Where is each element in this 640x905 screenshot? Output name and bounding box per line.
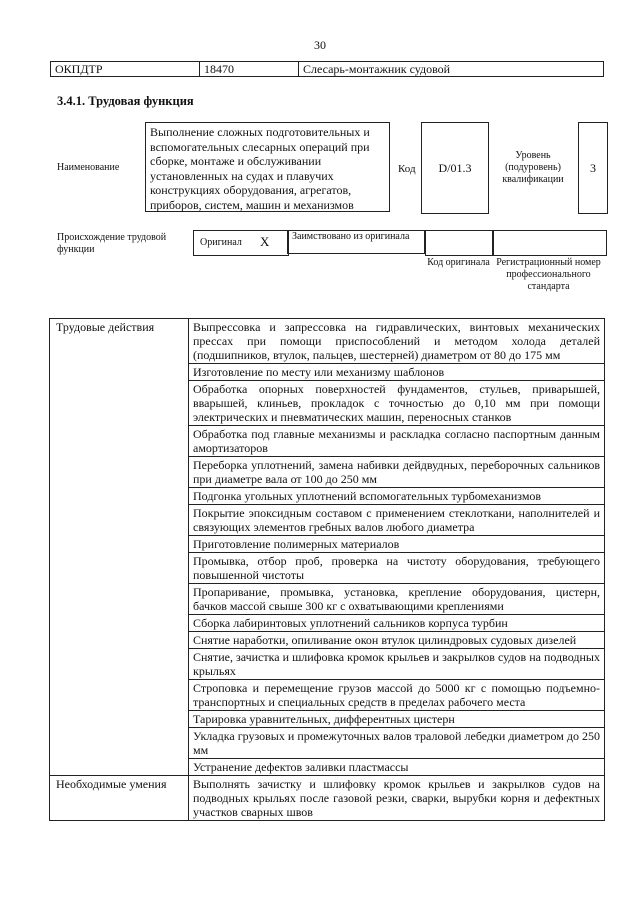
labor-action-row-text: Обработка под главные механизмы и раскладка согласно паспортным данным амортизаторов xyxy=(189,426,605,457)
level-box xyxy=(578,122,608,214)
okpd-row xyxy=(51,62,604,77)
origin-label: Происхождение трудовой функции xyxy=(57,232,167,255)
function-name-text: Выполнение сложных подготовительных и вспомогательных слесарных операций при сборке, монтаже и обслуживании установленных на судах и плавучих конструкциях оборудования, агрегатов, приборов, систем, машин и механизмов xyxy=(150,125,370,212)
code-original-label: Код оригинала xyxy=(427,257,490,268)
labor-action-row-text: Устранение дефектов заливки пластмассы xyxy=(189,759,605,776)
reg-number-label: Регистрационный номер профессионального стандарта xyxy=(496,257,601,292)
okpd-code: 18470 xyxy=(200,62,299,77)
name-label: Наименование xyxy=(57,162,120,173)
labor-action-row-text: Сборка лабиринтовых уплотнений сальников корпуса турбин xyxy=(189,615,605,632)
labor-action-row-text: Снятие, зачистка и шлифовка кромок крыльев и закрылков судов на подводных крыльях xyxy=(189,649,605,680)
labor-action-row-text: Строповка и перемещение грузов массой до 5000 кг с помощью подъемно-транспортных и специальных средств в пределах рабочего места xyxy=(189,680,605,711)
labor-action-row-text: Приготовление полимерных материалов xyxy=(189,536,605,553)
original-mark: X xyxy=(260,234,270,249)
skill-row xyxy=(50,776,605,821)
level-label: Уровень (подуровень) квалификации xyxy=(502,150,564,185)
labor-action-row-text: Снятие наработки, опиливание окон втулок цилиндровых судовых дизелей xyxy=(189,632,605,649)
function-code: D/01.3 xyxy=(438,161,472,175)
labor-action-row xyxy=(50,319,605,364)
required-skills-label: Необходимые умения xyxy=(50,776,189,821)
function-code-box xyxy=(421,122,489,214)
skill-row-text: Выполнять зачистку и шлифовку кромок крыльев и закрылков судов на подводных крыльях после газовой резки, сварки, вырубки корня и дефектных участков сварных швов xyxy=(189,776,605,821)
labor-action-row-text: Покрытие эпоксидным составом с применением стеклоткани, наполнителей и связующих элементов гребных валов любого диаметра xyxy=(189,505,605,536)
original-box xyxy=(193,230,289,256)
okpd-table xyxy=(50,61,604,77)
labor-action-row-text: Промывка, отбор проб, проверка на чистоту оборудования, требующего повышенной чистоты xyxy=(189,553,605,584)
labor-action-row-text: Выпрессовка и запрессовка на гидравлических, винтовых механических прессах при помощи приспособлений и методом холода деталей (подшипников, втулок, пальцев, шестерней) диаметром от 80 до 175 мм xyxy=(189,319,605,364)
borrowed-box xyxy=(287,230,425,254)
original-label: Оригинал xyxy=(200,237,242,248)
borrowed-label: Заимствовано из оригинала xyxy=(292,231,410,242)
labor-action-row-text: Пропаривание, промывка, установка, крепление оборудования, цистерн, бачков массой свыше 300 кг с охватывающими креплениями xyxy=(189,584,605,615)
reg-number-cell xyxy=(492,230,607,256)
okpd-code-label: ОКПДТР xyxy=(51,62,200,77)
code-original-cell xyxy=(425,230,494,256)
labor-action-row-text: Тарировка уравнительных, дифферентных цистерн xyxy=(189,711,605,728)
labor-actions-label: Трудовые действия xyxy=(50,319,189,776)
page-number: 30 xyxy=(314,38,326,52)
section-title: 3.4.1. Трудовая функция xyxy=(57,94,194,108)
labor-action-row-text: Обработка опорных поверхностей фундаментов, стульев, приварышей, вварышей, клиньев, прокладок с точностью до 0,10 мм при помощи электрических и пневматических машин, переносных станков xyxy=(189,381,605,426)
labor-action-row-text: Изготовление по месту или механизму шаблонов xyxy=(189,364,605,381)
labor-action-row-text: Подгонка угольных уплотнений вспомогательных турбомеханизмов xyxy=(189,488,605,505)
function-name-box xyxy=(145,122,390,212)
labor-action-row-text: Укладка грузовых и промежуточных валов траловой лебедки диаметром до 250 мм xyxy=(189,728,605,759)
level-value: 3 xyxy=(590,161,596,175)
code-label: Код xyxy=(398,163,416,175)
labor-action-row-text: Переборка уплотнений, замена набивки дейдвудных, переборочных сальников при диаметре вала от 100 до 250 мм xyxy=(189,457,605,488)
okpd-title: Слесарь-монтажник судовой xyxy=(299,62,604,77)
labor-function-table xyxy=(49,318,605,821)
